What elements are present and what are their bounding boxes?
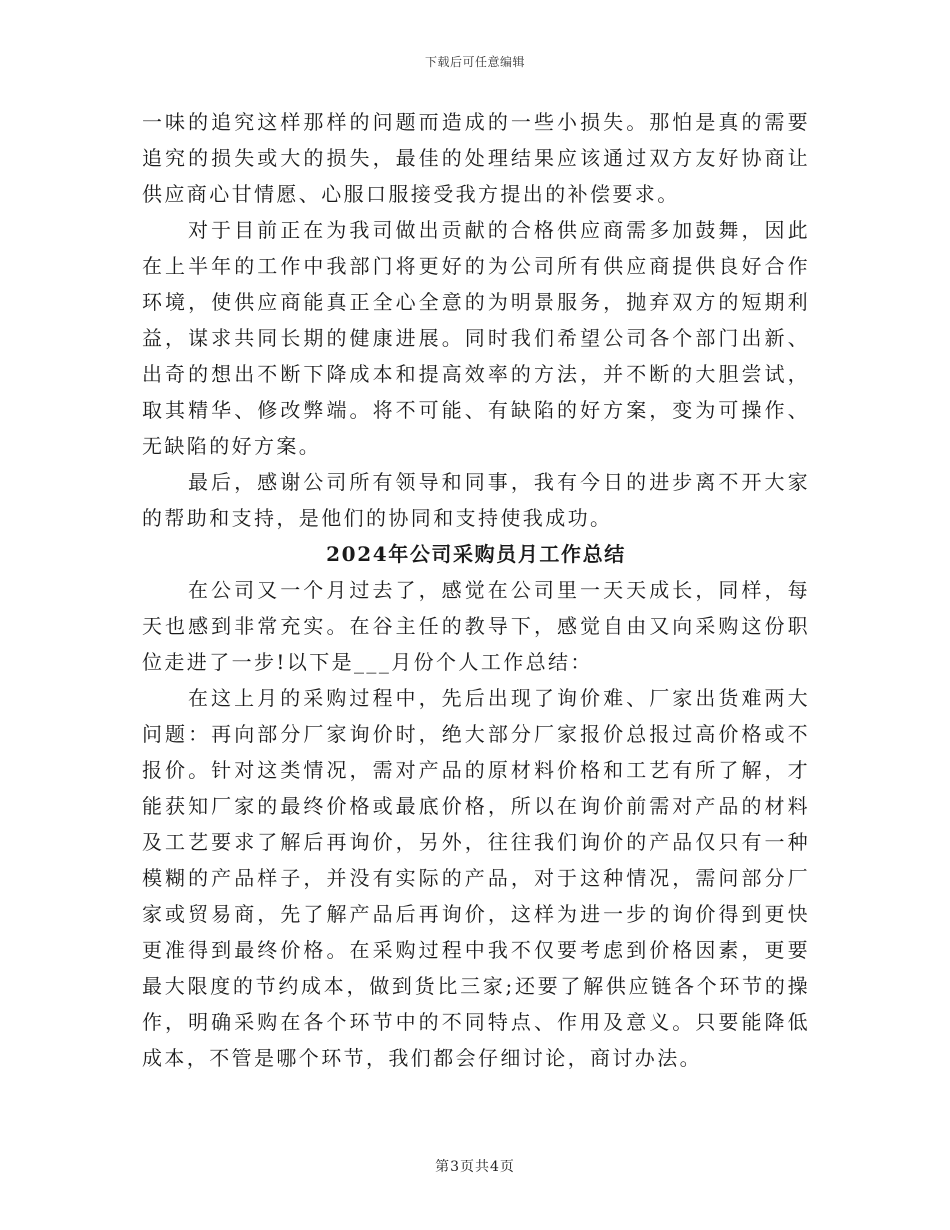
header-note: 下载后可任意编辑 (424, 55, 525, 69)
paragraph-4: 在公司又一个月过去了，感觉在公司里一天天成长，同样，每天也感到非常充实。在谷主任的教导下，感觉自由又向采购这份职位走进了一步!以下是___月份个人工作总结： (142, 578, 810, 674)
section-title: 2024年公司采购员月工作总结 (326, 542, 626, 566)
paragraph-5: 在这上月的采购过程中，先后出现了询价难、厂家出货难两大问题：再向部分厂家询价时，绝大部分厂家报价总报过高价格或不报价。针对这类情况，需对产品的原材料价格和工艺有所了解，才能获知厂家的最终价格或最底价格，所以在询价前需对产品的材料及工艺要求了解后再询价，另外，往往我们询价的产品仅只有一种模糊的产品样子，并没有实际的产品，对于这种情况，需问部分厂家或贸易商，先了解产品后再询价，这样为进一步的询价得到更快更准得到最终价格。在采购过程中我不仅要考虑到价格因素，更要最大限度的节约成本，做到货比三家;还要了解供应链各个环节的操作，明确采购在各个环节中的不同特点、作用及意义。只要能降低成本，不管是哪个环节，我们都会仔细讨论，商讨办法。 (142, 686, 810, 1070)
paragraph-3: 最后，感谢公司所有领导和同事，我有今日的进步离不开大家的帮助和支持，是他们的协同和支持使我成功。 (142, 470, 810, 530)
paragraph-2: 对于目前正在为我司做出贡献的合格供应商需多加鼓舞，因此在上半年的工作中我部门将更好的为公司所有供应商提供良好合作环境，使供应商能真正全心全意的为明景服务，抛弃双方的短期利益，谋求共同长期的健康进展。同时我们希望公司各个部门出新、出奇的想出不断下降成本和提高效率的方法，并不断的大胆尝试，取其精华、修改弊端。将不可能、有缺陷的好方案，变为可操作、无缺陷的好方案。 (142, 218, 810, 458)
document-body (142, 104, 810, 1076)
page-footer: 第3页共4页 (435, 1159, 515, 1175)
paragraph-1: 一味的追究这样那样的问题而造成的一些小损失。那怕是真的需要追究的损失或大的损失，最佳的处理结果应该通过双方友好协商让供应商心甘情愿、心服口服接受我方提出的补偿要求。 (142, 110, 810, 206)
